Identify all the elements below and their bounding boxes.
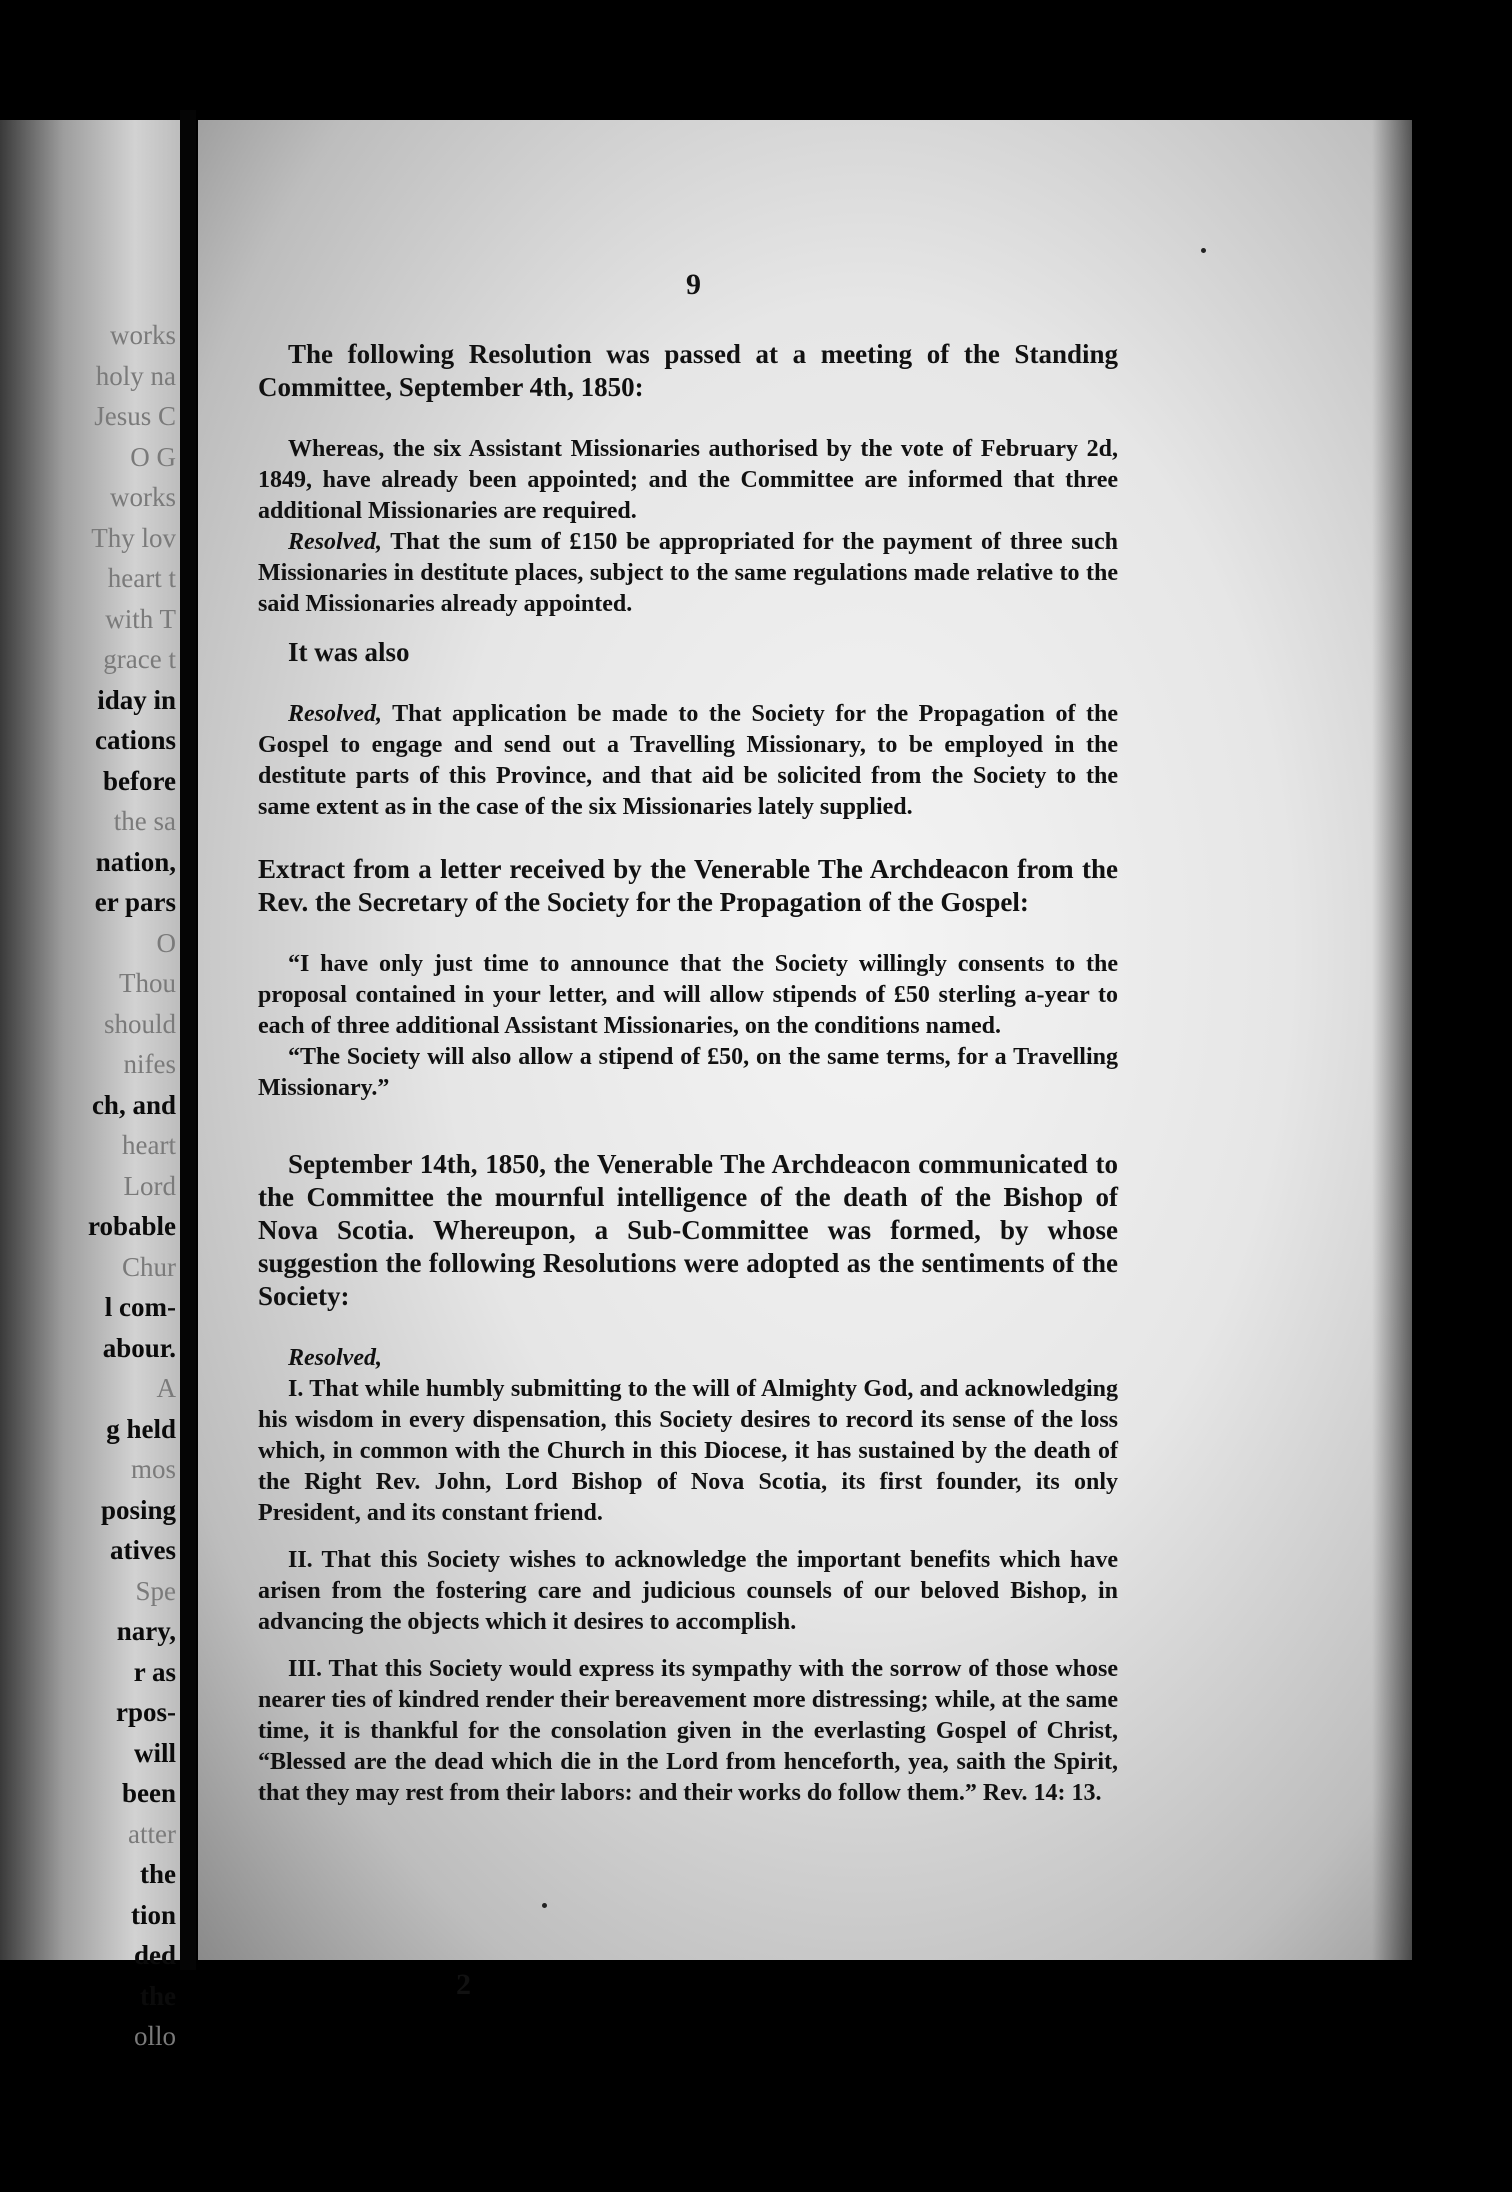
left-page-text-fragment: grace t	[103, 644, 176, 674]
left-page-text-fragment: g held	[106, 1413, 176, 1444]
resolution-one: I. That while humbly submitting to the will of Almighty God, and acknowledging his wisdom in every dispensation, this Society desires to record its sense of the loss which, in common with the Church in this Diocese, it has sustained by the death of the Right Rev. John, Lord Bishop of Nova Scotia, its first founder, its only President, and its constant friend.	[258, 1376, 1118, 1526]
left-page-text-fragment: tion	[130, 1899, 176, 1930]
left-page-text-fragment: the	[140, 1859, 176, 1889]
left-page-text-fragment: should	[103, 1008, 176, 1039]
left-page-text-fragment: O G	[130, 441, 176, 472]
left-page-text-fragment: nation,	[95, 846, 176, 877]
september-paragraph: September 14th, 1850, the Venerable The Archdeacon communicated to the Committee the mournful intelligence of the death of the Bishop of Nova Scotia. Whereupon, a Sub-Committee was formed, by whose suggestion the following Resolutions were adopted as the sentiments of the Society:	[258, 1149, 1118, 1311]
left-page-text-fragment: l com-	[104, 1292, 176, 1322]
left-page-text-fragment: r as	[133, 1656, 176, 1687]
letter-quote-1: “I have only just time to announce that the Society willingly consents to the proposal contained in your letter, and will allow stipends of £50 sterling a-year to each of three additional Assistant Missionaries, on the conditions named.	[258, 951, 1118, 1039]
resolved-label: Resolved,	[288, 1345, 382, 1371]
left-page-text-fragment: holy na	[95, 360, 176, 391]
resolution-three: III. That this Society would express its sympathy with the sorrow of those whose nearer ties of kindred render their bereavement more distressing; while, at the same time, it is thankful for the consolation given in the everlasting Gospel of Christ, “Blessed are the dead which die in the Lord from henceforth, yea, saith the Spirit, that they may rest from their labors: and their works do follow them.” Rev. 14: 13.	[258, 1656, 1118, 1806]
left-page-text-fragment: heart	[122, 1130, 176, 1160]
left-page-text-fragment: before	[103, 765, 176, 796]
resolved-text: That application be made to the Society for the Propagation of the Gospel to engage and send out a Travelling Missionary, to be employed in the destitute parts of this Province, and that aid be solicited from the Society to the same extent as in the case of the six Missionaries lately supplied.	[258, 701, 1118, 820]
left-page-text-fragment: Spe	[135, 1575, 176, 1606]
signature-mark: 2	[456, 1968, 471, 2001]
left-page-text-fragment: ollo	[133, 2021, 176, 2051]
left-page-text-fragment: O	[156, 927, 176, 958]
left-page-text-fragment: Thou	[119, 968, 176, 998]
it-was-also: It was also	[288, 637, 410, 667]
left-page-text-fragment: A	[156, 1373, 176, 1403]
left-page-text-fragment: works	[110, 482, 176, 512]
left-page-text-fragment: Thy lov	[91, 522, 176, 553]
left-page-text-fragment: heart t	[107, 563, 176, 593]
left-page-text-fragment: posing	[100, 1494, 176, 1525]
document-page	[198, 120, 1412, 2001]
left-page-text-fragment: been	[122, 1778, 176, 1808]
extract-heading: Extract from a letter received by the Venerable The Archdeacon from the Rev. the Secretary of the Society for the Propagation of the Gospel:	[258, 854, 1118, 917]
page-number: 9	[686, 268, 701, 301]
left-page-text-fragment: Chur	[122, 1251, 176, 1282]
left-page-text-fragment: Lord	[123, 1170, 176, 1201]
left-page-text-fragment: cations	[95, 725, 176, 755]
left-page-text-fragment: the sa	[113, 806, 176, 836]
resolution-intro: The following Resolution was passed at a meeting of the Standing Committee, September 4th, 1850:	[258, 339, 1118, 402]
whereas-paragraph: Whereas, the six Assistant Missionaries authorised by the vote of February 2d, 1849, have already been appointed; and the Committee are informed that three additional Missionaries are required.	[258, 436, 1118, 524]
resolution-two: II. That this Society wishes to acknowledge the important benefits which have arisen from the fostering care and judicious counsels of our beloved Bishop, in advancing the objects which it desires to accomplish.	[258, 1547, 1118, 1635]
resolved-paragraph-1	[258, 527, 1118, 620]
resolved-label: Resolved,	[288, 529, 382, 555]
resolved-label: Resolved,	[288, 701, 382, 727]
left-page-text-fragment: er pars	[94, 887, 176, 917]
left-page-text-fragment: ch, and	[91, 1089, 176, 1120]
ink-speck	[542, 1903, 547, 1908]
left-page-text-fragment: with T	[105, 603, 176, 634]
page-body	[258, 338, 1118, 1809]
resolved-text: That the sum of £150 be appropriated for the payment of three such Missionaries in destitute places, subject to the same regulations made relative to the said Missionaries already appointed.	[258, 529, 1118, 617]
book-gutter	[180, 110, 196, 1970]
left-page-text-fragment: atter	[128, 1818, 176, 1849]
letter-quote-2: “The Society will also allow a stipend of £50, on the same terms, for a Travelling Missionary.”	[258, 1044, 1118, 1101]
resolved-paragraph-2	[258, 699, 1118, 823]
left-page-text-fragment: ded	[133, 1940, 176, 1970]
left-page-text-fragment: the	[140, 1980, 176, 2011]
left-page-text-fragment: atives	[110, 1535, 176, 1565]
left-page-text-fragment: nary,	[116, 1616, 176, 1646]
left-page-fragment	[0, 120, 180, 2051]
left-page-text-fragment: robable	[87, 1211, 176, 1241]
ink-speck	[1201, 248, 1206, 253]
left-page-text-fragment: will	[133, 1737, 176, 1768]
left-page-text-fragment: mos	[130, 1454, 176, 1484]
left-page-text-fragment: nifes	[123, 1049, 176, 1079]
page-shadow-edge	[1372, 120, 1412, 1960]
left-page-text-fragment: Jesus C	[94, 401, 176, 431]
left-page-text-fragment: abour.	[102, 1332, 176, 1363]
left-page-text-fragment: works	[110, 320, 176, 350]
left-page-text-fragment: rpos-	[116, 1697, 176, 1727]
left-page-text-fragment: iday in	[97, 684, 176, 715]
